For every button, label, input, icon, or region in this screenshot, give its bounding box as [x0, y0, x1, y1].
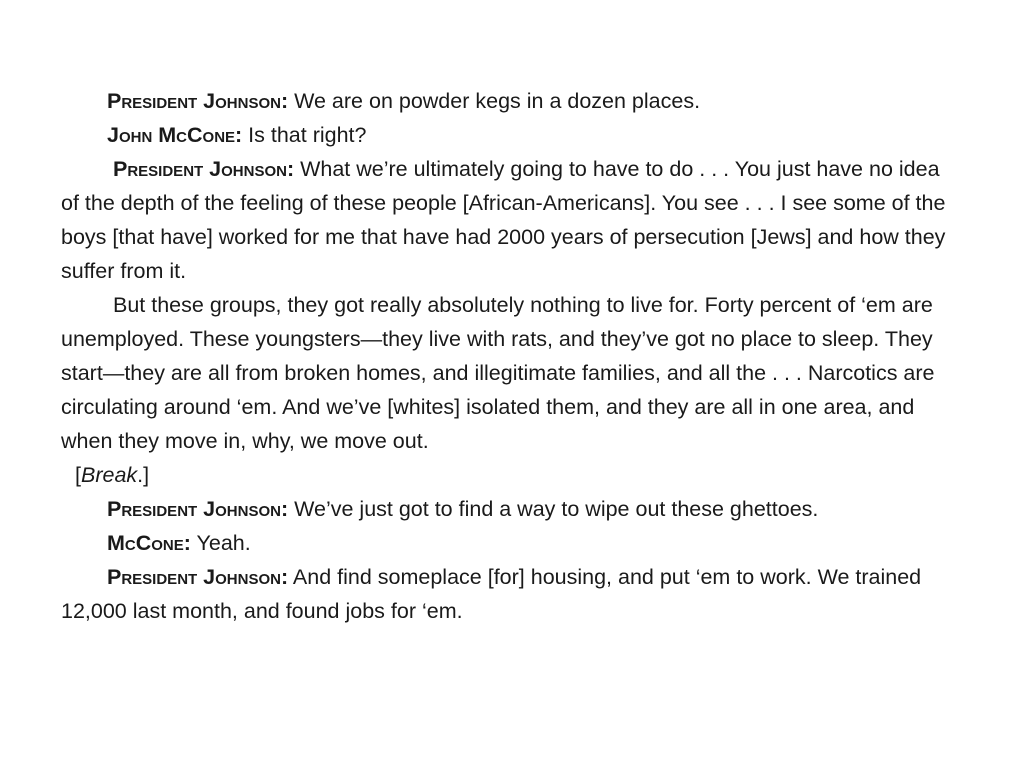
dialogue-text: We are on powder kegs in a dozen places. [288, 89, 701, 113]
transcript-paragraph-1 [61, 84, 961, 118]
transcript-paragraph-8 [61, 560, 961, 628]
transcript-paragraph-7 [61, 526, 961, 560]
speaker-label: John McCone: [107, 123, 243, 147]
transcript-body [61, 84, 961, 628]
speaker-label: President Johnson: [107, 497, 289, 521]
dialogue-text: What we’re ultimately going to have to do . . . You just have no idea of the depth of the feeling of these people [African-Americans]. You see . . . I see some of the boys [that have] worked for me that have had 2000 years of persecution [Jews] and how they suffer from it. [61, 157, 946, 283]
transcript-paragraph-3 [61, 152, 961, 288]
transcript-paragraph-5 [61, 458, 961, 492]
speaker-label: McCone: [107, 531, 191, 555]
dialogue-text: We’ve just got to find a way to wipe out these ghettoes. [288, 497, 819, 521]
break-marker: Break [80, 463, 138, 487]
transcript-paragraph-4 [61, 288, 961, 458]
dialogue-text: But these groups, they got really absolutely nothing to live for. Forty percent of ‘em are unemployed. These youngsters—they live with rats, and they’ve got no place to sleep. They start—they are all from broken homes, and illegitimate families, and all the . . . Narcotics are circulating around ‘em. And we’ve [whites] isolated them, and they are all in one area, and when they move in, why, we move out. [61, 293, 935, 453]
transcript-paragraph-2 [61, 118, 961, 152]
transcript-paragraph-6 [61, 492, 961, 526]
speaker-label: President Johnson: [113, 157, 295, 181]
dialogue-text: Is that right? [242, 123, 367, 147]
speaker-label: President Johnson: [107, 565, 289, 589]
speaker-label: President Johnson: [107, 89, 289, 113]
dialogue-text: Yeah. [190, 531, 251, 555]
dialogue-text: And find someplace [for] housing, and put ‘em to work. We trained 12,000 last month, and found jobs for ‘em. [61, 565, 922, 623]
bracket-close: .] [137, 463, 150, 487]
bracket-open: [ [75, 463, 81, 487]
